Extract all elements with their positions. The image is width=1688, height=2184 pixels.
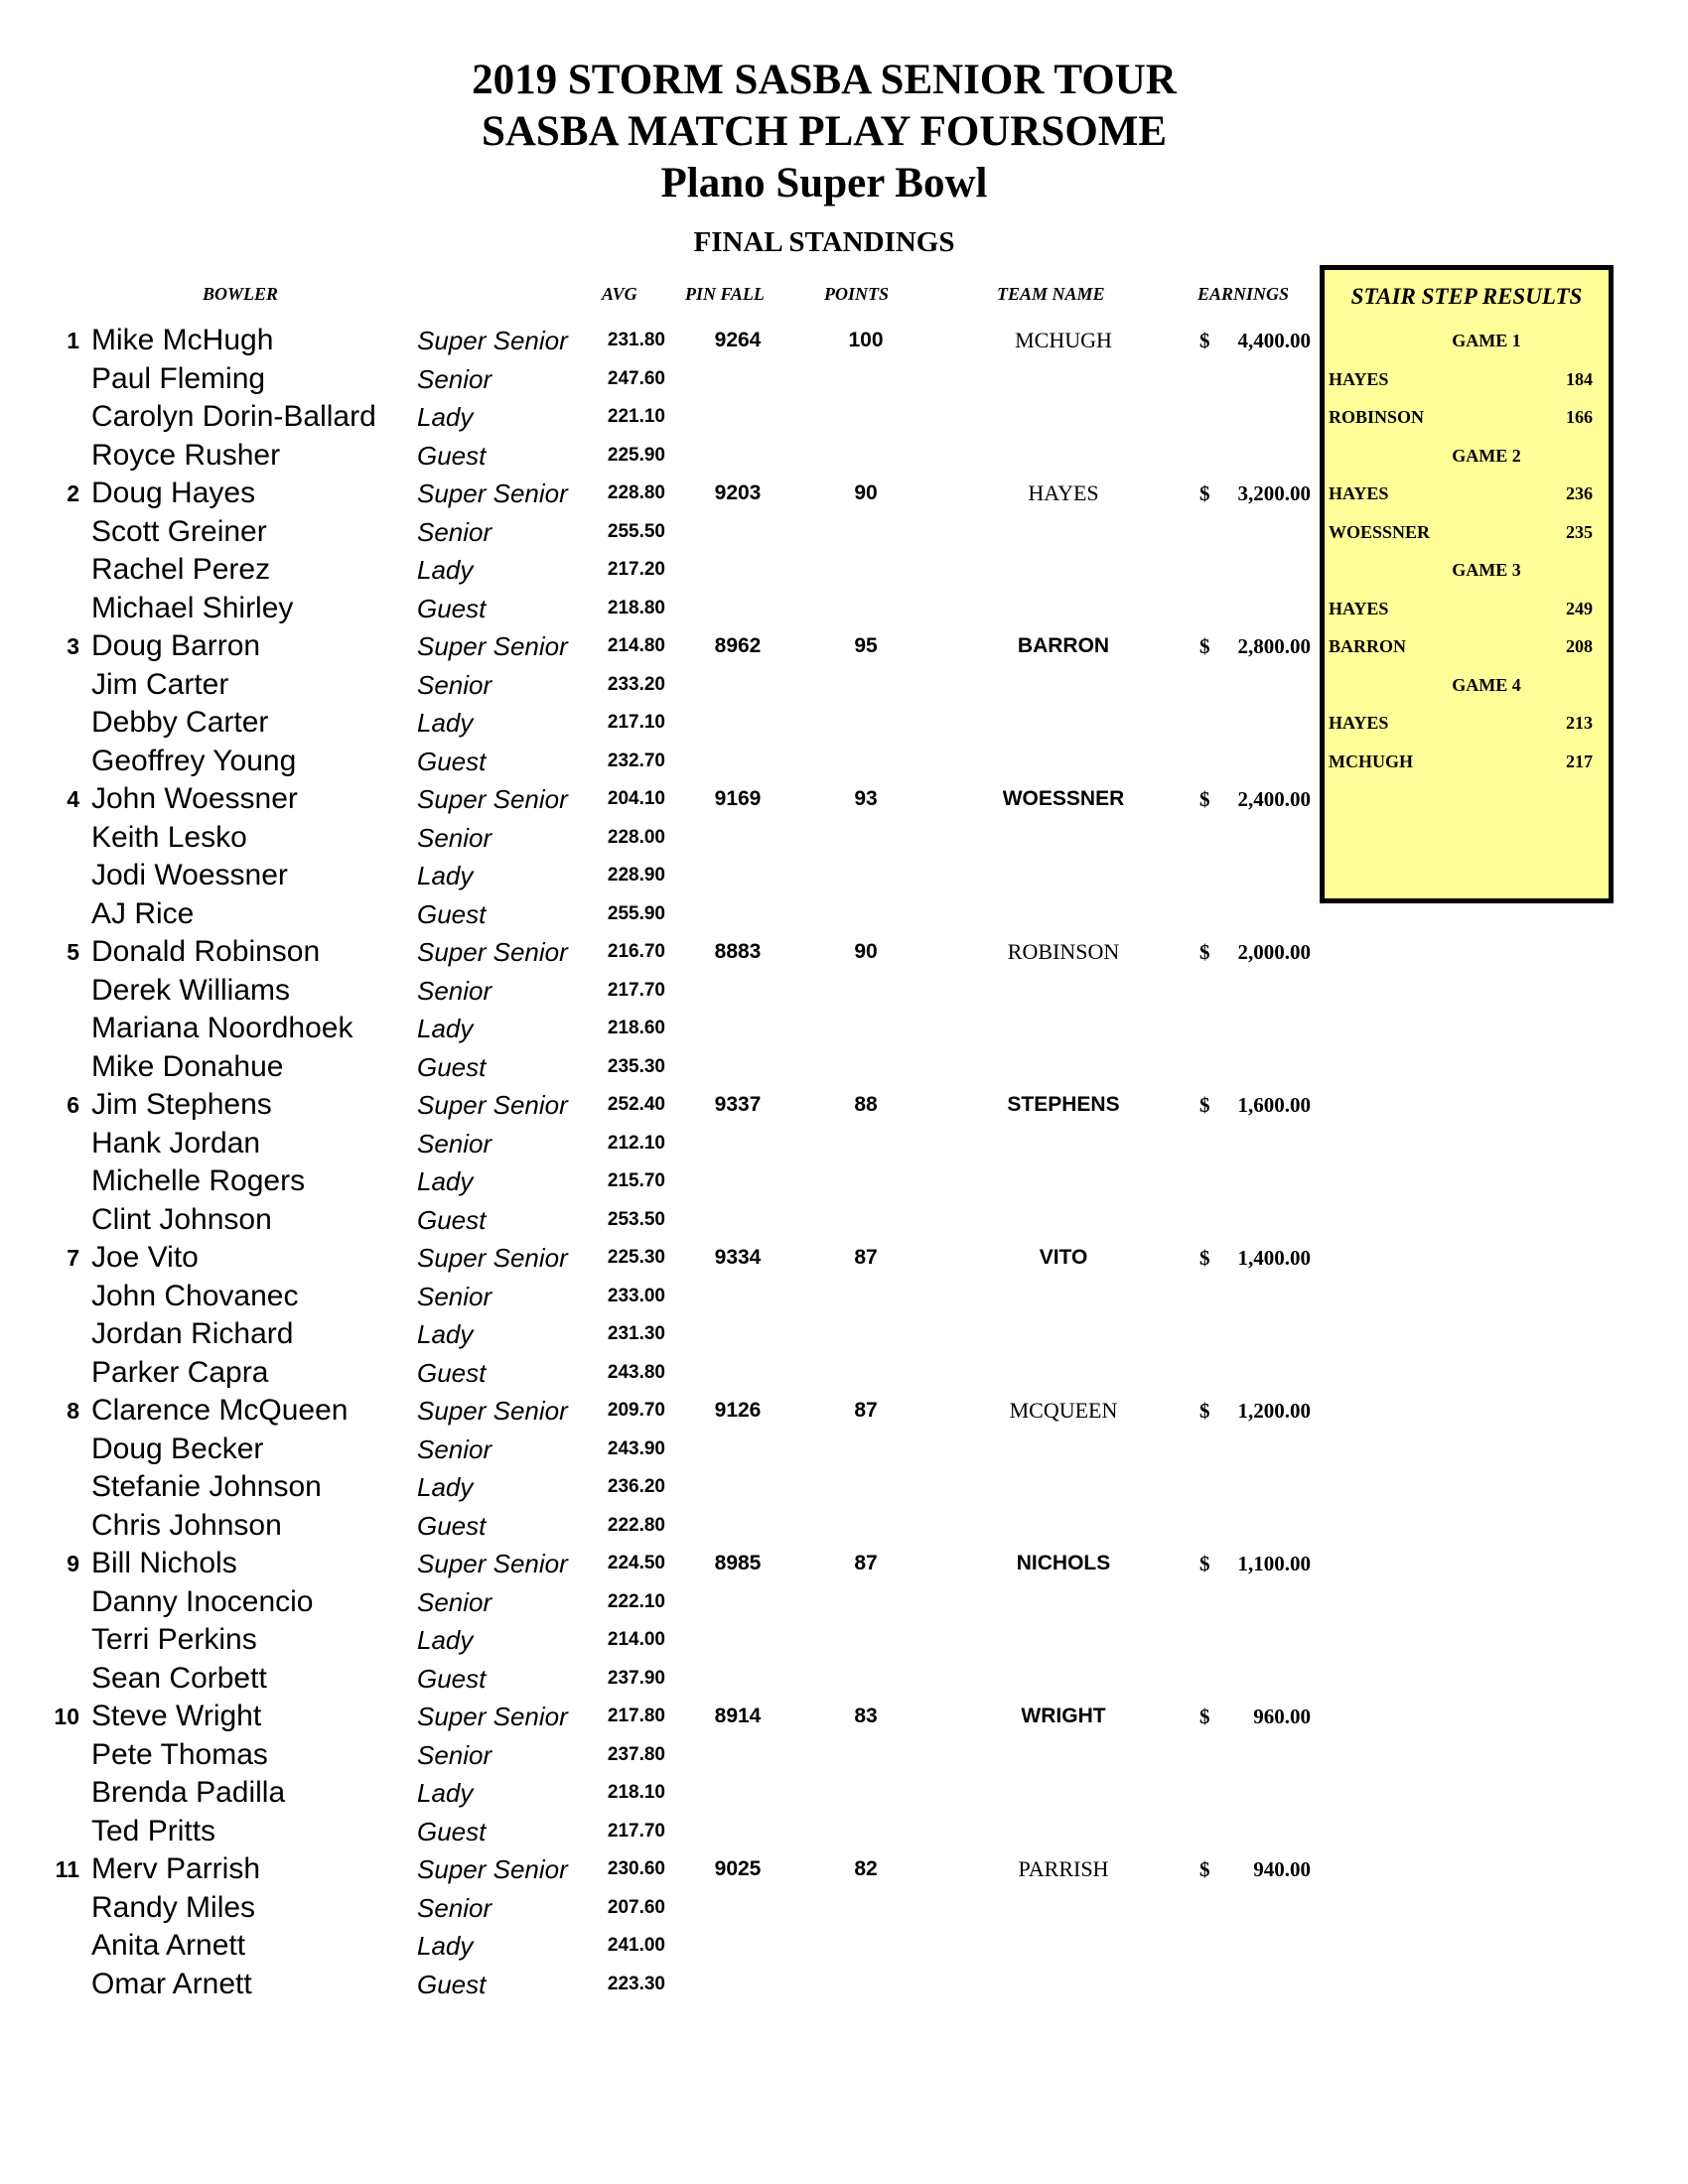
table-row (0, 1736, 1311, 1775)
bowler-name: AJ Rice (91, 896, 195, 930)
bowler-category: Lady (417, 1625, 474, 1655)
document-subtitle: SASBA MATCH PLAY FOURSOME (481, 108, 1168, 155)
bowler-category: Lady (417, 1931, 474, 1961)
team-earnings (1199, 1392, 1311, 1430)
bowler-category: Guest (417, 746, 487, 776)
bowler-name: Mike McHugh (91, 324, 274, 356)
bowler-average: 214.00 (607, 1629, 665, 1650)
table-row (0, 322, 1311, 360)
currency-symbol: $ (1199, 940, 1210, 964)
team-pinfall: 9126 (714, 1399, 762, 1422)
stair-step-results-box (1320, 265, 1614, 903)
bowler-name: Steve Wright (91, 1700, 262, 1732)
bowler-name: Danny Inocencio (91, 1584, 314, 1618)
bowler-category: Super Senior (417, 1243, 568, 1273)
bowler-average: 233.20 (607, 673, 665, 695)
team-earnings (1199, 780, 1311, 818)
bowler-average: 243.80 (607, 1361, 665, 1383)
table-row (0, 933, 1311, 972)
standings-table (0, 322, 1311, 2003)
result-score: 217 (1566, 751, 1593, 771)
bowler-category: Senior (417, 822, 492, 853)
section-title: FINAL STANDINGS (693, 226, 955, 258)
team-rank: 6 (67, 1092, 79, 1118)
bowler-name: Merv Parrish (91, 1852, 261, 1885)
bowler-name: Pete Thomas (91, 1737, 268, 1771)
team-name: STEPHENS (1007, 1093, 1120, 1116)
bowler-average: 236.20 (607, 1476, 665, 1497)
team-points: 93 (854, 787, 878, 810)
bowler-average: 241.00 (607, 1935, 665, 1956)
bowler-category: Guest (417, 1510, 487, 1541)
team-points: 82 (854, 1857, 878, 1880)
column-header-bowler: BOWLER (203, 284, 279, 304)
earnings-amount: 1,400.00 (1237, 1246, 1311, 1270)
game-result (1325, 627, 1609, 666)
bowler-name: Doug Barron (91, 629, 261, 662)
table-row (0, 1048, 1311, 1087)
table-row (0, 743, 1311, 781)
team-points: 87 (854, 1399, 878, 1422)
table-row (0, 1315, 1311, 1354)
column-header-pinfall: PIN FALL (685, 284, 765, 304)
bowler-average: 230.60 (607, 1858, 665, 1879)
earnings-amount: 1,100.00 (1237, 1552, 1311, 1575)
bowler-average: 252.40 (607, 1094, 665, 1115)
table-row (0, 1354, 1311, 1393)
bowler-category: Lady (417, 402, 474, 432)
table-row (0, 780, 1311, 819)
team-points: 83 (854, 1705, 878, 1727)
bowler-name: Mike Donahue (91, 1049, 284, 1083)
bowler-average: 204.10 (607, 788, 665, 809)
bowler-category: Lady (417, 1166, 474, 1196)
bowler-average: 217.20 (607, 559, 665, 580)
result-team: MCHUGH (1329, 751, 1413, 771)
earnings-amount: 3,200.00 (1237, 481, 1311, 505)
game-result (1325, 513, 1609, 552)
bowler-category: Senior (417, 1586, 492, 1617)
team-rank: 4 (67, 786, 79, 812)
team-name: WOESSNER (1002, 787, 1125, 810)
team-pinfall: 9334 (714, 1246, 762, 1269)
team-earnings (1199, 933, 1311, 971)
bowler-category: Senior (417, 1739, 492, 1770)
result-team: HAYES (1329, 483, 1389, 503)
bowler-average: 207.60 (607, 1896, 665, 1918)
team-points: 95 (854, 634, 878, 657)
bowler-average: 217.70 (607, 979, 665, 1001)
team-name: WRIGHT (1021, 1705, 1106, 1727)
column-header-avg: AVG (602, 284, 637, 304)
bowler-category: Guest (417, 1051, 487, 1082)
currency-symbol: $ (1199, 1093, 1210, 1117)
result-team: HAYES (1329, 368, 1389, 389)
earnings-amount: 940.00 (1253, 1857, 1311, 1881)
bowler-average: 225.30 (607, 1247, 665, 1268)
bowler-category: Lady (417, 1778, 474, 1808)
table-row (0, 666, 1311, 705)
team-rank: 8 (67, 1398, 79, 1424)
team-name: VITO (1039, 1246, 1088, 1269)
game-result (1325, 704, 1609, 743)
table-row (0, 1889, 1311, 1928)
earnings-amount: 1,200.00 (1237, 1399, 1311, 1423)
game-result (1325, 743, 1609, 781)
game-result (1325, 398, 1609, 437)
table-row (0, 857, 1311, 895)
team-rank: 10 (54, 1704, 79, 1729)
team-name: ROBINSON (1007, 939, 1120, 964)
bowler-average: 255.90 (607, 902, 665, 924)
bowler-average: 237.90 (607, 1667, 665, 1689)
table-row (0, 513, 1311, 552)
team-rank: 2 (67, 480, 79, 506)
team-name: MCHUGH (1015, 328, 1112, 352)
table-row (0, 1774, 1311, 1813)
bowler-name: Keith Lesko (91, 820, 247, 854)
bowler-name: Scott Greiner (91, 514, 267, 548)
team-pinfall: 9025 (714, 1857, 762, 1880)
team-name: HAYES (1028, 480, 1099, 505)
currency-symbol: $ (1199, 1705, 1210, 1728)
table-row (0, 1162, 1311, 1201)
table-row (0, 1507, 1311, 1546)
bowler-name: Michelle Rogers (91, 1164, 306, 1197)
team-points: 90 (854, 940, 878, 963)
bowler-name: Royce Rusher (91, 438, 281, 472)
bowler-name: Ted Pritts (91, 1814, 216, 1847)
currency-symbol: $ (1199, 1246, 1210, 1270)
currency-symbol: $ (1199, 481, 1210, 505)
team-pinfall: 8883 (714, 940, 762, 963)
bowler-name: Jim Stephens (91, 1088, 272, 1121)
bowler-name: Bill Nichols (91, 1547, 237, 1579)
team-earnings (1199, 1698, 1311, 1735)
bowler-category: Super Senior (417, 631, 568, 661)
bowler-category: Senior (417, 1892, 492, 1923)
bowler-category: Super Senior (417, 1090, 568, 1120)
team-earnings (1199, 1545, 1311, 1582)
bowler-average: 222.80 (607, 1514, 665, 1536)
result-team: BARRON (1329, 636, 1407, 656)
currency-symbol: $ (1199, 1857, 1210, 1881)
bowler-name: Anita Arnett (91, 1929, 246, 1962)
currency-symbol: $ (1199, 1399, 1210, 1423)
team-pinfall: 9169 (714, 787, 762, 810)
bowler-name: Jim Carter (91, 667, 229, 701)
bowler-category: Guest (417, 1357, 487, 1388)
bowler-name: Brenda Padilla (91, 1776, 286, 1809)
table-row (0, 1850, 1311, 1889)
table-row (0, 1010, 1311, 1048)
bowler-category: Lady (417, 861, 474, 890)
bowler-average: 215.70 (607, 1170, 665, 1191)
game-result (1325, 475, 1609, 513)
bowler-average: 221.10 (607, 406, 665, 427)
team-rank: 11 (55, 1856, 79, 1882)
bowler-name: Donald Robinson (91, 935, 321, 968)
bowler-category: Super Senior (417, 1396, 568, 1426)
team-name: NICHOLS (1016, 1552, 1111, 1574)
bowler-average: 222.10 (607, 1590, 665, 1612)
bowler-category: Senior (417, 1433, 492, 1464)
table-row (0, 1813, 1311, 1851)
bowler-category: Super Senior (417, 478, 568, 508)
currency-symbol: $ (1199, 634, 1210, 658)
result-team: HAYES (1329, 598, 1389, 618)
stair-step-title: STAIR STEP RESULTS (1350, 284, 1583, 309)
result-score: 236 (1566, 483, 1593, 503)
bowler-name: Debby Carter (91, 706, 269, 739)
bowler-category: Super Senior (417, 326, 568, 355)
earnings-amount: 4,400.00 (1237, 329, 1311, 352)
game-label: GAME 3 (1452, 560, 1521, 580)
team-rank: 9 (67, 1551, 79, 1576)
bowler-name: Doug Hayes (91, 477, 256, 509)
bowler-name: Geoffrey Young (91, 744, 297, 777)
team-points: 100 (848, 329, 884, 351)
result-score: 213 (1566, 713, 1593, 733)
bowler-name: Jordan Richard (91, 1317, 294, 1350)
venue-title: Plano Super Bowl (660, 160, 988, 206)
result-team: WOESSNER (1329, 521, 1431, 542)
team-earnings (1199, 1086, 1311, 1124)
game-result (1325, 590, 1609, 628)
currency-symbol: $ (1199, 329, 1210, 352)
team-name: BARRON (1017, 634, 1110, 657)
bowler-name: Sean Corbett (91, 1661, 267, 1695)
table-row (0, 1621, 1311, 1660)
bowler-category: Guest (417, 440, 487, 471)
result-score: 249 (1566, 598, 1593, 618)
table-row (0, 1431, 1311, 1469)
table-row (0, 895, 1311, 934)
column-header-earnings: EARNINGS (1197, 284, 1290, 304)
bowler-average: 212.10 (607, 1132, 665, 1154)
bowler-average: 218.10 (607, 1782, 665, 1803)
bowler-average: 218.60 (607, 1018, 665, 1038)
table-row (0, 1583, 1311, 1622)
team-points: 90 (854, 481, 878, 504)
result-score: 184 (1566, 368, 1593, 389)
table-row (0, 1468, 1311, 1507)
game-label: GAME 1 (1452, 331, 1521, 350)
earnings-amount: 2,000.00 (1237, 940, 1311, 964)
bowler-category: Senior (417, 975, 492, 1006)
table-row (0, 1966, 1311, 2004)
bowler-name: Terri Perkins (91, 1623, 257, 1656)
earnings-amount: 1,600.00 (1237, 1093, 1311, 1117)
bowler-category: Senior (417, 669, 492, 700)
bowler-name: Hank Jordan (91, 1126, 261, 1160)
bowler-category: Lady (417, 1319, 474, 1349)
bowler-category: Super Senior (417, 1854, 568, 1884)
bowler-average: 217.10 (607, 712, 665, 733)
document-title: 2019 STORM SASBA SENIOR TOUR (472, 57, 1177, 103)
bowler-name: Omar Arnett (91, 1967, 252, 2000)
bowler-category: Lady (417, 708, 474, 738)
bowler-average: 224.50 (607, 1553, 665, 1573)
bowler-average: 247.60 (607, 367, 665, 389)
bowler-average: 237.80 (607, 1743, 665, 1765)
bowler-average: 216.70 (607, 941, 665, 962)
table-row (0, 972, 1311, 1011)
bowler-category: Senior (417, 363, 492, 394)
table-row (0, 1927, 1311, 1966)
table-row (0, 1125, 1311, 1163)
bowler-category: Senior (417, 516, 492, 547)
bowler-category: Super Senior (417, 1549, 568, 1578)
bowler-name: Jodi Woessner (91, 859, 288, 891)
bowler-category: Guest (417, 898, 487, 929)
bowler-category: Guest (417, 1969, 487, 1999)
team-pinfall: 9264 (714, 329, 762, 351)
game-label: GAME 4 (1452, 674, 1521, 695)
table-row (0, 475, 1311, 513)
bowler-name: Clarence McQueen (91, 1394, 349, 1427)
bowler-average: 217.70 (607, 1820, 665, 1842)
bowler-average: 228.00 (607, 826, 665, 848)
team-points: 87 (854, 1246, 878, 1269)
team-earnings (1199, 475, 1311, 512)
bowler-category: Senior (417, 1128, 492, 1159)
bowler-average: 255.50 (607, 520, 665, 542)
bowler-category: Super Senior (417, 784, 568, 814)
bowler-category: Guest (417, 1204, 487, 1235)
table-row (0, 551, 1311, 590)
table-row (0, 1660, 1311, 1699)
bowler-name: Michael Shirley (91, 591, 294, 624)
bowler-name: Randy Miles (91, 1890, 256, 1924)
bowler-average: 235.30 (607, 1055, 665, 1077)
table-row (0, 1239, 1311, 1278)
bowler-name: Derek Williams (91, 973, 291, 1007)
team-pinfall: 9337 (714, 1093, 762, 1116)
currency-symbol: $ (1199, 787, 1210, 811)
bowler-average: 209.70 (607, 1400, 665, 1421)
earnings-amount: 2,800.00 (1237, 634, 1311, 658)
bowler-category: Guest (417, 593, 487, 623)
bowler-category: Guest (417, 1816, 487, 1846)
result-score: 235 (1566, 521, 1593, 542)
table-row (0, 398, 1311, 437)
bowler-category: Lady (417, 555, 474, 585)
column-header-team: TEAM NAME (997, 284, 1105, 304)
team-rank: 1 (67, 328, 79, 353)
table-row (0, 627, 1311, 666)
bowler-name: Doug Becker (91, 1432, 264, 1465)
result-score: 208 (1566, 636, 1593, 656)
team-name: PARRISH (1018, 1856, 1109, 1881)
table-row (0, 1278, 1311, 1316)
team-points: 88 (854, 1093, 878, 1116)
bowler-name: Carolyn Dorin-Ballard (91, 400, 376, 433)
bowler-name: Stefanie Johnson (91, 1470, 322, 1503)
currency-symbol: $ (1199, 1552, 1210, 1575)
table-row (0, 360, 1311, 399)
game-result (1325, 360, 1609, 399)
bowler-name: Joe Vito (91, 1241, 199, 1274)
bowler-average: 233.00 (607, 1285, 665, 1306)
bowler-category: Lady (417, 1014, 474, 1043)
table-row (0, 437, 1311, 476)
table-row (0, 1545, 1311, 1583)
table-row (0, 1392, 1311, 1431)
bowler-average: 228.80 (607, 482, 665, 503)
bowler-average: 217.80 (607, 1706, 665, 1726)
earnings-amount: 2,400.00 (1237, 787, 1311, 811)
bowler-name: Paul Fleming (91, 361, 266, 395)
table-row (0, 1086, 1311, 1125)
team-rank: 7 (67, 1245, 79, 1271)
table-row (0, 1698, 1311, 1736)
team-earnings (1199, 1850, 1311, 1888)
bowler-average: 214.80 (607, 635, 665, 656)
bowler-category: Super Senior (417, 1702, 568, 1731)
team-points: 87 (854, 1552, 878, 1574)
bowler-name: Rachel Perez (91, 553, 271, 586)
bowler-name: John Woessner (91, 782, 298, 815)
bowler-average: 223.30 (607, 1973, 665, 1994)
team-pinfall: 9203 (714, 481, 762, 504)
bowler-category: Super Senior (417, 937, 568, 967)
team-earnings (1199, 322, 1311, 359)
team-rank: 5 (67, 939, 79, 965)
table-row (0, 819, 1311, 858)
team-pinfall: 8985 (714, 1552, 762, 1574)
bowler-category: Guest (417, 1663, 487, 1694)
bowler-average: 253.50 (607, 1208, 665, 1230)
bowler-average: 243.90 (607, 1437, 665, 1459)
bowler-name: Clint Johnson (91, 1202, 272, 1236)
result-team: ROBINSON (1329, 407, 1425, 427)
bowler-name: Chris Johnson (91, 1508, 282, 1542)
bowler-category: Lady (417, 1472, 474, 1502)
team-pinfall: 8914 (714, 1705, 762, 1727)
bowler-name: John Chovanec (91, 1279, 299, 1312)
bowler-average: 228.90 (607, 865, 665, 886)
team-earnings (1199, 1239, 1311, 1277)
team-pinfall: 8962 (714, 634, 762, 657)
bowler-average: 232.70 (607, 750, 665, 771)
bowler-average: 231.30 (607, 1323, 665, 1344)
team-name: MCQUEEN (1009, 1398, 1118, 1423)
table-row (0, 590, 1311, 628)
team-earnings (1199, 627, 1311, 665)
bowler-name: Parker Capra (91, 1355, 269, 1389)
table-row (0, 704, 1311, 743)
result-team: HAYES (1329, 713, 1389, 733)
bowler-average: 218.80 (607, 597, 665, 618)
result-score: 166 (1566, 407, 1593, 427)
game-label: GAME 2 (1452, 445, 1521, 466)
column-header-points: POINTS (824, 284, 890, 304)
bowler-average: 225.90 (607, 444, 665, 466)
table-row (0, 1201, 1311, 1240)
bowler-average: 231.80 (607, 330, 665, 350)
team-rank: 3 (67, 633, 79, 659)
earnings-amount: 960.00 (1253, 1705, 1311, 1728)
bowler-category: Senior (417, 1281, 492, 1311)
bowler-name: Mariana Noordhoek (91, 1012, 353, 1044)
